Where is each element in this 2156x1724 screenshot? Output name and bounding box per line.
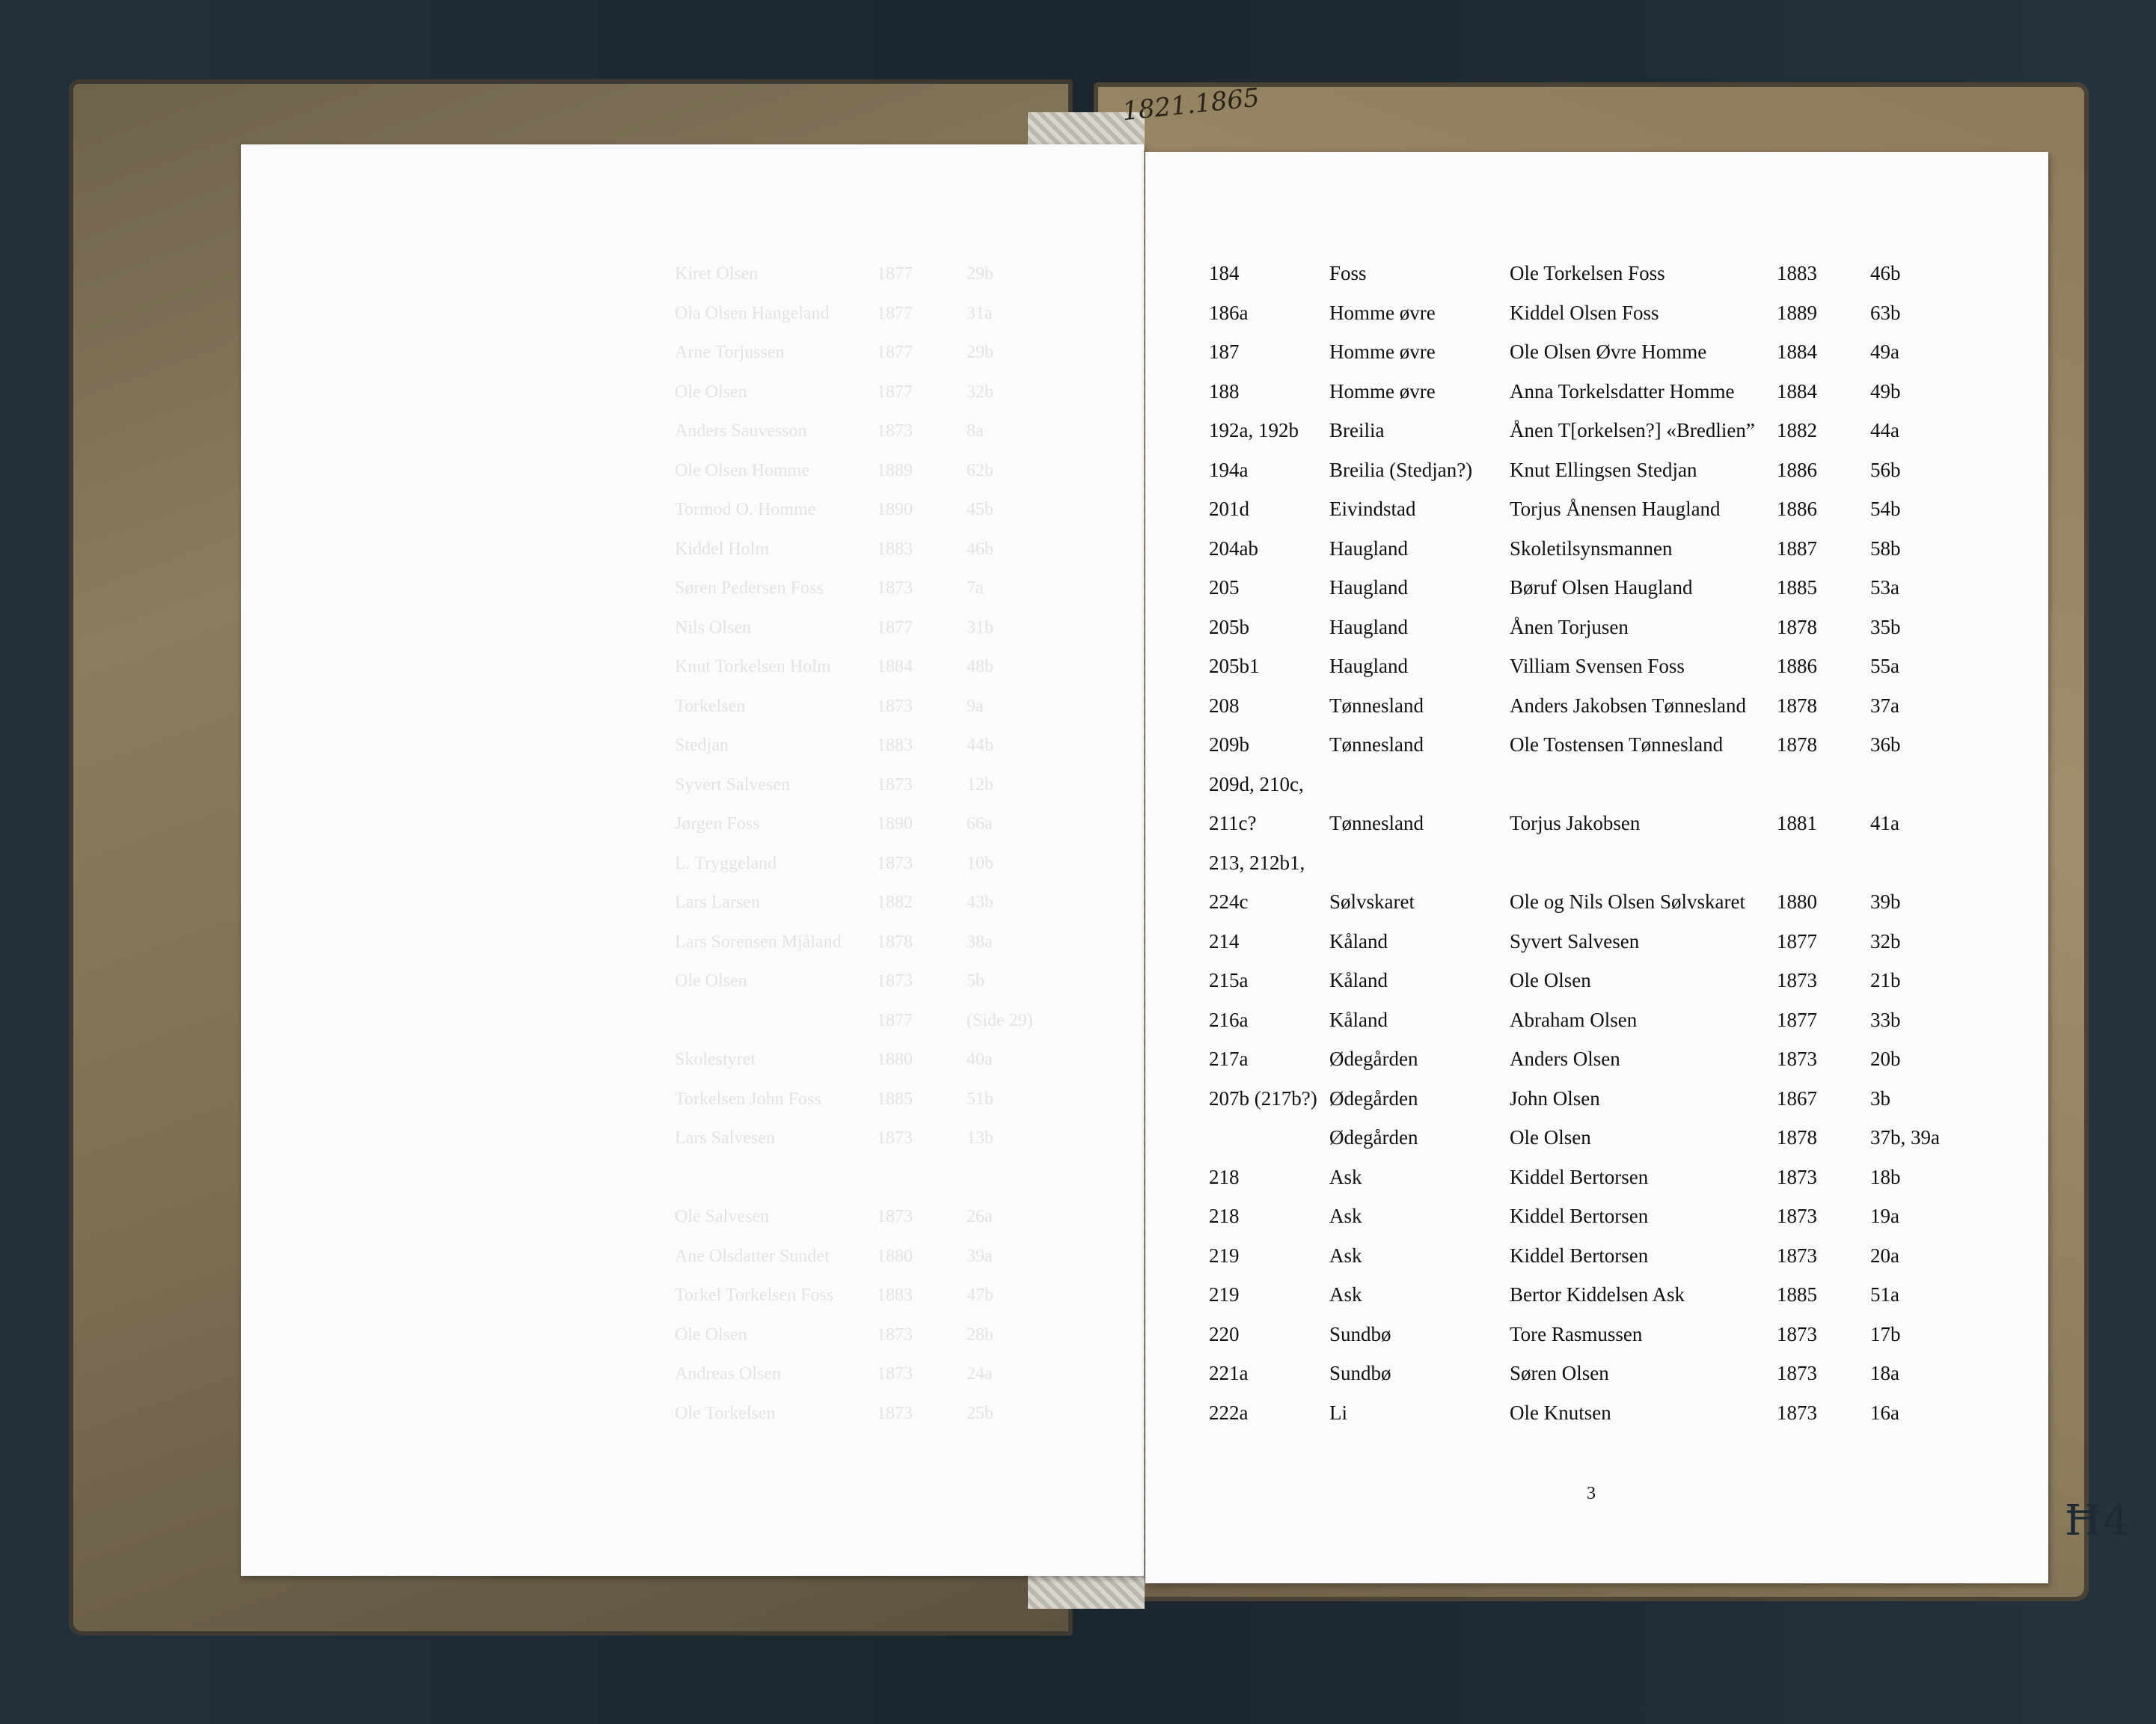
index-cell-nr: 205b1 xyxy=(1209,655,1260,677)
bleed-cell: Lars Salvesen xyxy=(675,1128,775,1148)
bleed-cell: Ole Torkelsen xyxy=(675,1403,776,1423)
index-cell-farm: Kåland xyxy=(1329,929,1388,953)
index-cell-farm: Ask xyxy=(1329,1283,1362,1306)
index-cell-nr: 208 xyxy=(1209,694,1240,717)
bleed-cell: Ane Olsdatter Sundet xyxy=(675,1246,830,1266)
index-cell-year: 1878 xyxy=(1777,694,1817,717)
index-cell-page: 32b xyxy=(1870,929,1901,953)
index-cell-farm: Homme øvre xyxy=(1329,301,1436,324)
bleed-cell: 1873 xyxy=(877,1207,913,1226)
index-row xyxy=(1145,1118,2048,1157)
index-cell-nr: 224c xyxy=(1209,890,1249,913)
index-cell-page: 18a xyxy=(1870,1362,1899,1384)
index-cell-year: 1880 xyxy=(1777,890,1817,913)
index-row xyxy=(1145,332,2048,371)
index-row xyxy=(1145,1393,2048,1432)
index-row xyxy=(1145,1196,2048,1235)
index-cell-name: Skoletilsynsmannen xyxy=(1510,537,1673,560)
index-cell-nr: 201d xyxy=(1209,498,1249,520)
bleed-cell: 7a xyxy=(967,578,984,598)
bleed-cell: 62b xyxy=(967,460,993,480)
bleed-cell: 8a xyxy=(967,421,984,441)
index-cell-page: 17b xyxy=(1870,1322,1901,1345)
bleed-cell: 1877 xyxy=(877,303,913,323)
bleed-cell: 1883 xyxy=(877,539,913,559)
index-cell-nr: 209b xyxy=(1209,733,1249,756)
index-row xyxy=(1145,804,2048,843)
index-cell-name: Knut Ellingsen Stedjan xyxy=(1510,458,1697,481)
bleed-cell: 1884 xyxy=(877,657,913,676)
index-cell-name: Børuf Olsen Haugland xyxy=(1510,576,1693,599)
index-cell-year: 1886 xyxy=(1777,655,1817,677)
bleed-cell: Lars Sorensen Mjåland xyxy=(675,932,842,952)
bleed-cell: Kiret Olsen xyxy=(675,264,759,284)
index-cell-year: 1884 xyxy=(1777,340,1817,363)
index-cell-year: 1884 xyxy=(1777,379,1817,403)
bleed-cell: 29b xyxy=(967,264,993,284)
index-cell-nr: 219 xyxy=(1209,1244,1240,1267)
index-cell-name: Anders Olsen xyxy=(1510,1048,1620,1070)
index-cell-year: 1881 xyxy=(1777,812,1817,834)
bleed-cell: Søren Pedersen Foss xyxy=(675,578,824,598)
index-row xyxy=(1145,1275,2048,1314)
bleed-cell: 1889 xyxy=(877,460,913,480)
bleed-cell: 1877 xyxy=(877,617,913,638)
index-cell-name: Ånen Torjusen xyxy=(1510,615,1629,638)
index-cell-page: 63b xyxy=(1870,301,1901,324)
bleed-cell: 10b xyxy=(967,853,993,873)
index-cell-farm: Ødegården xyxy=(1329,1126,1418,1149)
bleed-cell: 46b xyxy=(967,539,993,559)
bleed-cell: Lars Larsen xyxy=(675,893,760,912)
bleed-cell: Arne Torjussen xyxy=(675,343,785,362)
index-cell-nr: 184 xyxy=(1209,262,1240,284)
bleed-cell: 45b xyxy=(967,500,993,519)
index-row xyxy=(1145,1354,2048,1393)
index-cell-nr: 222a xyxy=(1209,1401,1249,1424)
index-row xyxy=(1145,1000,2048,1039)
bleed-cell: 1877 xyxy=(877,264,913,284)
bleed-cell: 1877 xyxy=(877,382,913,402)
index-cell-year: 1873 xyxy=(1777,1244,1817,1267)
bleed-cell: Torkel Torkelsen Foss xyxy=(675,1286,834,1305)
bleed-cell: 1877 xyxy=(877,343,913,362)
index-cell-name: Ole Olsen Øvre Homme xyxy=(1510,340,1707,363)
index-cell-year: 1878 xyxy=(1777,615,1817,638)
index-cell-year: 1877 xyxy=(1777,929,1817,953)
index-cell-name: Ole Knutsen xyxy=(1510,1401,1611,1424)
bleed-cell: 1880 xyxy=(877,1246,913,1266)
index-cell-name: Kiddel Bertorsen xyxy=(1510,1205,1649,1227)
index-cell-page: 49b xyxy=(1870,379,1901,403)
index-cell-year: 1867 xyxy=(1777,1086,1817,1110)
index-cell-page: 37a xyxy=(1870,694,1899,717)
index-cell-page: 21b xyxy=(1870,969,1901,991)
index-cell-year: 1885 xyxy=(1777,576,1817,599)
index-cell-year: 1887 xyxy=(1777,537,1817,560)
bleed-cell: 1890 xyxy=(877,814,913,834)
bleed-cell: Ola Olsen Hangeland xyxy=(675,303,830,323)
index-cell-name: Ole og Nils Olsen Sølvskaret xyxy=(1510,890,1745,913)
index-cell-page: 33b xyxy=(1870,1008,1901,1031)
index-cell-name: Torjus Ånensen Haugland xyxy=(1510,498,1721,520)
index-cell-farm: Eivindstad xyxy=(1329,498,1416,520)
bleed-cell: Torkelsen xyxy=(675,696,746,716)
bleed-cell: Ole Olsen Homme xyxy=(675,460,809,480)
bleed-cell: 1873 xyxy=(877,1128,913,1148)
index-cell-farm: Ødegården xyxy=(1329,1048,1418,1070)
index-cell-page: 51a xyxy=(1870,1283,1899,1306)
index-row xyxy=(1145,529,2048,568)
index-cell-page: 58b xyxy=(1870,537,1901,560)
index-row xyxy=(1145,765,2048,804)
bleed-cell: 1880 xyxy=(877,1050,913,1069)
index-cell-year: 1886 xyxy=(1777,498,1817,520)
index-row xyxy=(1145,882,2048,921)
index-cell-page: 37b, 39a xyxy=(1870,1126,1940,1149)
index-cell-farm: Tønnesland xyxy=(1329,812,1424,834)
cover-ink-note: 1821.1865 xyxy=(1121,82,1261,127)
index-cell-farm: Haugland xyxy=(1329,615,1408,638)
index-cell-page: 16a xyxy=(1870,1401,1899,1424)
bleed-cell: 1873 xyxy=(877,421,913,441)
index-cell-farm: Kåland xyxy=(1329,1008,1388,1031)
index-row xyxy=(1145,725,2048,764)
index-cell-nr: 211c? xyxy=(1209,812,1257,834)
bleed-cell: 1883 xyxy=(877,1286,913,1305)
bleed-cell: Ole Salvesen xyxy=(675,1207,769,1226)
index-cell-year: 1873 xyxy=(1777,1165,1817,1188)
index-cell-name: Syvert Salvesen xyxy=(1510,929,1640,953)
index-cell-farm: Breilia (Stedjan?) xyxy=(1329,458,1473,481)
bleed-cell: Jørgen Foss xyxy=(675,814,760,834)
index-cell-nr: 214 xyxy=(1209,929,1240,953)
index-row xyxy=(1145,843,2048,882)
bleed-cell: 44b xyxy=(967,736,993,755)
bleed-cell: 47b xyxy=(967,1286,993,1305)
bleed-cell: 24a xyxy=(967,1364,993,1384)
index-cell-nr: 215a xyxy=(1209,969,1249,991)
bleed-cell: 1873 xyxy=(877,696,913,716)
index-cell-page: 39b xyxy=(1870,890,1901,913)
bleed-cell: 1883 xyxy=(877,736,913,755)
index-cell-nr: 220 xyxy=(1209,1322,1240,1345)
index-cell-name: Søren Olsen xyxy=(1510,1362,1609,1384)
bleed-cell: 43b xyxy=(967,893,993,912)
index-cell-farm: Homme øvre xyxy=(1329,340,1436,363)
index-cell-page: 44a xyxy=(1870,419,1899,441)
bleed-cell: 1873 xyxy=(877,1324,913,1345)
index-cell-farm: Ødegården xyxy=(1329,1086,1418,1110)
bleed-cell: 1873 xyxy=(877,853,913,873)
index-row xyxy=(1145,293,2048,332)
index-cell-year: 1878 xyxy=(1777,733,1817,756)
index-cell-nr: 204ab xyxy=(1209,537,1258,560)
index-cell-name: Bertor Kiddelsen Ask xyxy=(1510,1283,1685,1306)
index-cell-name: Ole Tostensen Tønnesland xyxy=(1510,733,1724,756)
index-cell-nr: 221a xyxy=(1209,1362,1249,1384)
index-cell-year: 1873 xyxy=(1777,969,1817,991)
bleed-cell: 31a xyxy=(967,303,993,323)
index-cell-nr: 209d, 210c, xyxy=(1209,772,1304,795)
index-cell-name: John Olsen xyxy=(1510,1086,1600,1110)
index-cell-year: 1882 xyxy=(1777,419,1817,441)
index-cell-nr: 218 xyxy=(1209,1205,1240,1227)
bleed-cell: 31b xyxy=(967,617,993,638)
index-cell-year: 1873 xyxy=(1777,1362,1817,1384)
index-cell-nr: 188 xyxy=(1209,379,1240,403)
bleed-cell: 1885 xyxy=(877,1089,913,1109)
index-cell-nr: 205b xyxy=(1209,615,1249,638)
bleed-cell: 38a xyxy=(967,932,993,952)
right-paper-sheet xyxy=(1145,152,2048,1583)
bleed-cell: Skolestyret xyxy=(675,1050,756,1069)
bleed-cell: Tormod O. Homme xyxy=(675,500,816,519)
index-cell-year: 1878 xyxy=(1777,1126,1817,1149)
index-cell-page: 41a xyxy=(1870,812,1899,834)
index-cell-nr: 205 xyxy=(1209,576,1240,599)
bleed-cell: 13b xyxy=(967,1128,993,1148)
index-cell-page: 35b xyxy=(1870,615,1901,638)
bleed-cell: 5b xyxy=(967,971,984,991)
index-cell-farm: Sundbø xyxy=(1329,1322,1391,1345)
index-cell-name: Anna Torkelsdatter Homme xyxy=(1510,379,1735,403)
cover-corner-mark: Ħ4 xyxy=(2065,1497,2131,1545)
index-cell-year: 1885 xyxy=(1777,1283,1817,1306)
bleed-cell: 39a xyxy=(967,1246,993,1266)
bleed-cell: 25b xyxy=(967,1403,993,1423)
bleed-cell: Syvert Salvesen xyxy=(675,774,790,795)
bleed-cell: 1882 xyxy=(877,893,913,912)
index-row xyxy=(1145,686,2048,725)
index-cell-name: Anders Jakobsen Tønnesland xyxy=(1510,694,1746,717)
index-cell-year: 1877 xyxy=(1777,1008,1817,1031)
bleed-cell: 40a xyxy=(967,1050,993,1069)
index-cell-nr: 187 xyxy=(1209,340,1240,363)
index-cell-page: 56b xyxy=(1870,458,1901,481)
index-cell-year: 1886 xyxy=(1777,458,1817,481)
left-page-bleed-through xyxy=(241,144,1144,1576)
bleed-cell: 1878 xyxy=(877,932,913,952)
index-cell-year: 1883 xyxy=(1777,262,1817,284)
index-cell-nr: 217a xyxy=(1209,1048,1249,1070)
bleed-cell: Anders Sauvesson xyxy=(675,421,807,441)
bleed-cell: 1873 xyxy=(877,1364,913,1384)
index-cell-farm: Breilia xyxy=(1329,419,1385,441)
index-cell-nr: 219 xyxy=(1209,1283,1240,1306)
index-row xyxy=(1145,1039,2048,1078)
index-row xyxy=(1145,1079,2048,1118)
bleed-cell: 1873 xyxy=(877,1403,913,1423)
bleed-cell: Kiddel Holm xyxy=(675,539,769,559)
index-cell-farm: Homme øvre xyxy=(1329,379,1436,403)
bleed-cell: 28b xyxy=(967,1324,993,1345)
index-row xyxy=(1145,1158,2048,1196)
index-cell-nr: 194a xyxy=(1209,458,1249,481)
bleed-cell: 26a xyxy=(967,1207,993,1226)
index-row xyxy=(1145,608,2048,646)
bleed-cell: L. Tryggeland xyxy=(675,853,777,873)
index-row xyxy=(1145,254,2048,293)
index-row xyxy=(1145,568,2048,607)
index-row xyxy=(1145,489,2048,528)
bleed-cell: 9a xyxy=(967,696,984,716)
bleed-cell: Ole Olsen xyxy=(675,1324,747,1345)
index-cell-nr: 216a xyxy=(1209,1008,1249,1031)
bleed-cell: Torkelsen John Foss xyxy=(675,1089,821,1109)
bleed-cell: 1873 xyxy=(877,578,913,598)
index-row xyxy=(1145,646,2048,685)
index-row xyxy=(1145,372,2048,411)
index-cell-page: 46b xyxy=(1870,262,1901,284)
index-cell-nr: 192a, 192b xyxy=(1209,419,1299,441)
index-cell-farm: Foss xyxy=(1329,262,1367,284)
bleed-cell: 1877 xyxy=(877,1010,913,1030)
bleed-cell: 12b xyxy=(967,774,993,795)
index-cell-year: 1873 xyxy=(1777,1048,1817,1070)
index-cell-farm: Kåland xyxy=(1329,969,1388,991)
index-cell-farm: Tønnesland xyxy=(1329,694,1424,717)
index-cell-name: Kiddel Olsen Foss xyxy=(1510,301,1659,324)
index-cell-year: 1889 xyxy=(1777,301,1817,324)
index-row xyxy=(1145,961,2048,1000)
bleed-cell: 1890 xyxy=(877,500,913,519)
index-cell-year: 1873 xyxy=(1777,1322,1817,1345)
index-cell-name: Villiam Svensen Foss xyxy=(1510,655,1685,677)
bleed-cell: 51b xyxy=(967,1089,993,1109)
index-cell-farm: Li xyxy=(1329,1401,1347,1424)
bleed-cell: 32b xyxy=(967,382,993,402)
index-cell-nr: 186a xyxy=(1209,301,1249,324)
index-cell-nr: 218 xyxy=(1209,1165,1240,1188)
bleed-cell: Ole Olsen xyxy=(675,971,747,991)
index-cell-farm: Sundbø xyxy=(1329,1362,1391,1384)
index-cell-name: Ole Olsen xyxy=(1510,969,1591,991)
index-cell-page: 55a xyxy=(1870,655,1899,677)
index-cell-name: Kiddel Bertorsen xyxy=(1510,1244,1649,1267)
index-cell-page: 36b xyxy=(1870,733,1901,756)
bleed-cell: Nils Olsen xyxy=(675,617,751,638)
index-cell-name: Tore Rasmussen xyxy=(1510,1322,1643,1345)
index-cell-page: 20a xyxy=(1870,1244,1899,1267)
bleed-cell: 1873 xyxy=(877,774,913,795)
index-row xyxy=(1145,450,2048,489)
index-cell-name: Abraham Olsen xyxy=(1510,1008,1638,1031)
bleed-cell: 1873 xyxy=(877,971,913,991)
index-cell-farm: Ask xyxy=(1329,1205,1362,1227)
index-row xyxy=(1145,1315,2048,1354)
index-cell-name: Torjus Jakobsen xyxy=(1510,812,1641,834)
bleed-cell: 29b xyxy=(967,343,993,362)
index-cell-year: 1873 xyxy=(1777,1401,1817,1424)
index-cell-name: Kiddel Bertorsen xyxy=(1510,1165,1649,1188)
bleed-cell: Stedjan xyxy=(675,736,729,755)
bleed-cell: Ole Olsen xyxy=(675,382,747,402)
index-cell-farm: Haugland xyxy=(1329,537,1408,560)
page-number: 3 xyxy=(1587,1484,1596,1503)
index-cell-farm: Ask xyxy=(1329,1165,1362,1188)
index-cell-page: 18b xyxy=(1870,1165,1901,1188)
index-row xyxy=(1145,1236,2048,1275)
index-cell-name: Ole Torkelsen Foss xyxy=(1510,262,1665,284)
index-cell-farm: Ask xyxy=(1329,1244,1362,1267)
index-cell-farm: Tønnesland xyxy=(1329,733,1424,756)
index-cell-page: 54b xyxy=(1870,498,1901,520)
bleed-cell: 48b xyxy=(967,657,993,676)
index-cell-year: 1873 xyxy=(1777,1205,1817,1227)
index-cell-page: 20b xyxy=(1870,1048,1901,1070)
bleed-cell: Knut Torkelsen Holm xyxy=(675,657,831,676)
index-cell-page: 3b xyxy=(1870,1086,1890,1110)
index-cell-page: 19a xyxy=(1870,1205,1899,1227)
index-row xyxy=(1145,411,2048,450)
index-cell-farm: Haugland xyxy=(1329,655,1408,677)
index-cell-nr: 207b (217b?) xyxy=(1209,1086,1317,1110)
bleed-cell: Andreas Olsen xyxy=(675,1364,781,1384)
bleed-cell: 66a xyxy=(967,814,993,834)
index-cell-nr: 213, 212b1, xyxy=(1209,851,1305,874)
left-paper-sheet xyxy=(241,144,1144,1576)
bleed-cell: (Side 29) xyxy=(967,1010,1033,1030)
index-cell-farm: Haugland xyxy=(1329,576,1408,599)
index-cell-name: Ånen T[orkelsen?] «Bredlien” xyxy=(1510,419,1755,441)
index-row xyxy=(1145,922,2048,961)
index-cell-name: Ole Olsen xyxy=(1510,1126,1591,1149)
index-cell-page: 53a xyxy=(1870,576,1899,599)
index-cell-page: 49a xyxy=(1870,340,1899,363)
index-cell-farm: Sølvskaret xyxy=(1329,890,1415,913)
